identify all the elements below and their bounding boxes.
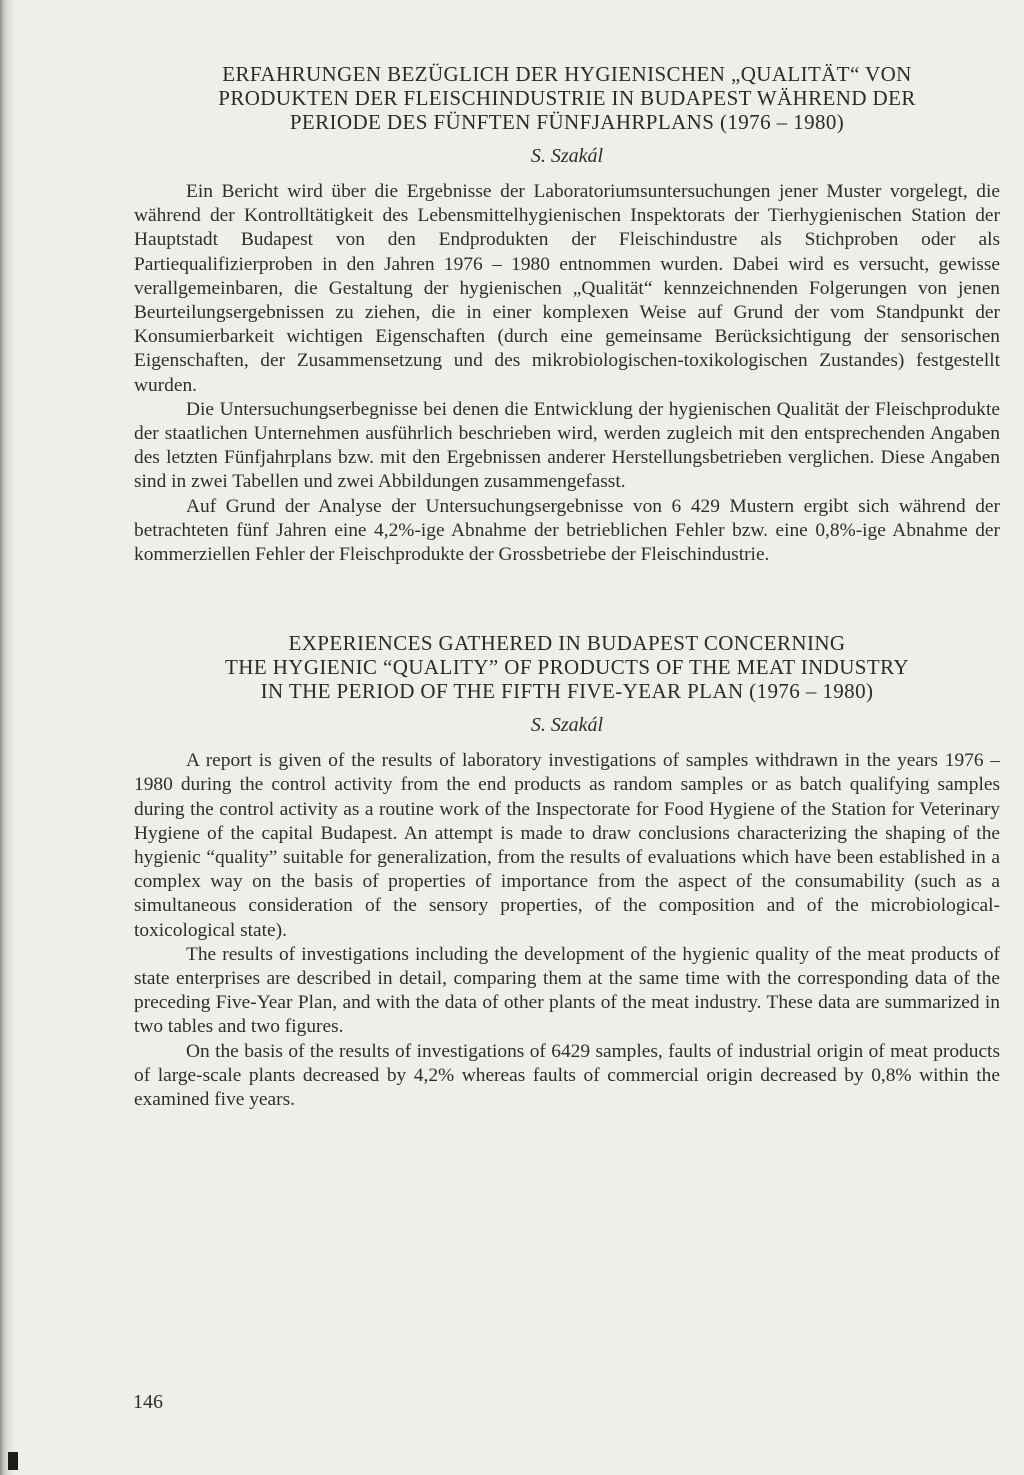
page-content xyxy=(134,62,1000,1112)
german-paragraph-1: Ein Bericht wird über die Ergebnisse der Laboratoriumsuntersuchungen jener Muster vorgelegt, die während der Kontrolltätigkeit des Lebensmittelhygienischen Inspektorats der Tierhygienischen Station der Hauptstadt Budapest von den Endprodukten der Fleischindustre als Stichproben oder als Partiequalifizierproben in den Jahren 1976 – 1980 entnommen wurden. Dabei wird es versucht, gewisse verallgemeinbaren, die Gestaltung der hygienischen „Qualität“ kennzeichnenden Folgerungen von jenen Beurteilungsergebnissen zu ziehen, die in einer komplexen Weise auf Grund der vom Standpunkt der Konsumierbarkeit wichtigen Eigenschaften (durch eine gemeinsame Berücksichtigung der sensorischen Eigenschaften, der Zusammensetzung und des mikrobiologischen-toxikologischen Zustandes) festgestellt wurden. xyxy=(134,181,1000,396)
english-title xyxy=(134,631,1000,703)
english-author: S. Szakál xyxy=(530,714,604,737)
english-title-line-2: THE HYGIENIC “QUALITY” OF PRODUCTS OF THE MEAT INDUSTRY xyxy=(225,655,909,680)
english-paragraph-1: A report is given of the results of laboratory investigations of samples withdrawn in the years 1976 – 1980 during the control activity from the end products as random samples or as batch qualifying samples during the control activity as a routine work of the Inspectorate for Food Hygiene of the Station for Veterinary Hygiene of the capital Budapest. An attempt is made to draw conclusions characterizing the shaping of the hygienic “quality” suitable for generalization, from the results of evaluations which have been established in a complex way on the basis of properties of importance from the aspect of the consumability (such as a simultaneous consideration of the sensory properties, of the composition and of the microbiological-toxicological state). xyxy=(134,750,1000,941)
english-title-line-1: EXPERIENCES GATHERED IN BUDAPEST CONCERNING xyxy=(288,631,846,656)
german-paragraph-3: Auf Grund der Analyse der Untersuchungsergebnisse von 6 429 Mustern ergibt sich während der betrachteten fünf Jahren eine 4,2%-ige Abnahme der betrieblichen Fehler bzw. eine 0,8%-ige Abnahme der kommerziellen Fehler der Fleischprodukte der Grossbetriebe der Fleischindustrie. xyxy=(134,495,1000,566)
german-title-line-3: PERIODE DES FÜNFTEN FÜNFJAHRPLANS (1976 – 1980) xyxy=(289,110,845,134)
german-author: S. Szakál xyxy=(530,145,604,167)
english-paragraph-2: The results of investigations including the development of the hygienic quality of the meat products of state enterprises are described in detail, comparing them at the same time with the corresponding data of the preceding Five-Year Plan, and with the data of other plants of the meat industry. These data are summarized in two tables and two figures. xyxy=(134,943,1000,1038)
german-title-line-1: ERFAHRUNGEN BEZÜGLICH DER HYGIENISCHEN „QUALITÄT“ VON xyxy=(222,62,912,86)
english-abstract xyxy=(134,631,1000,1112)
german-title xyxy=(134,62,1000,134)
german-abstract xyxy=(134,62,1000,567)
german-title-line-2: PRODUKTEN DER FLEISCHINDUSTRIE IN BUDAPEST WÄHREND DER xyxy=(218,86,916,110)
corner-mark xyxy=(8,1452,18,1470)
binding-shadow xyxy=(0,0,16,1475)
german-paragraph-2: Die Untersuchungserbegnisse bei denen die Entwicklung der hygienischen Qualität der Fleischprodukte der staatlichen Unternehmen ausführlich beschrieben wird, werden zugleich mit den entsprechenden Angaben des letzten Fünfjahrplans bzw. mit den Ergebnissen anderer Herstellungsbetrieben verglichen. Diese Angaben sind in zwei Tabellen und zwei Abbildungen zusammengefasst. xyxy=(134,398,1000,493)
english-title-line-3: IN THE PERIOD OF THE FIFTH FIVE-YEAR PLAN (1976 – 1980) xyxy=(260,679,874,704)
english-paragraph-3: On the basis of the results of investigations of 6429 samples, faults of industrial origin of meat products of large-scale plants decreased by 4,2% whereas faults of commercial origin decreased by 0,8% within the examined five years. xyxy=(134,1040,1000,1111)
page-number: 146 xyxy=(133,1391,163,1413)
